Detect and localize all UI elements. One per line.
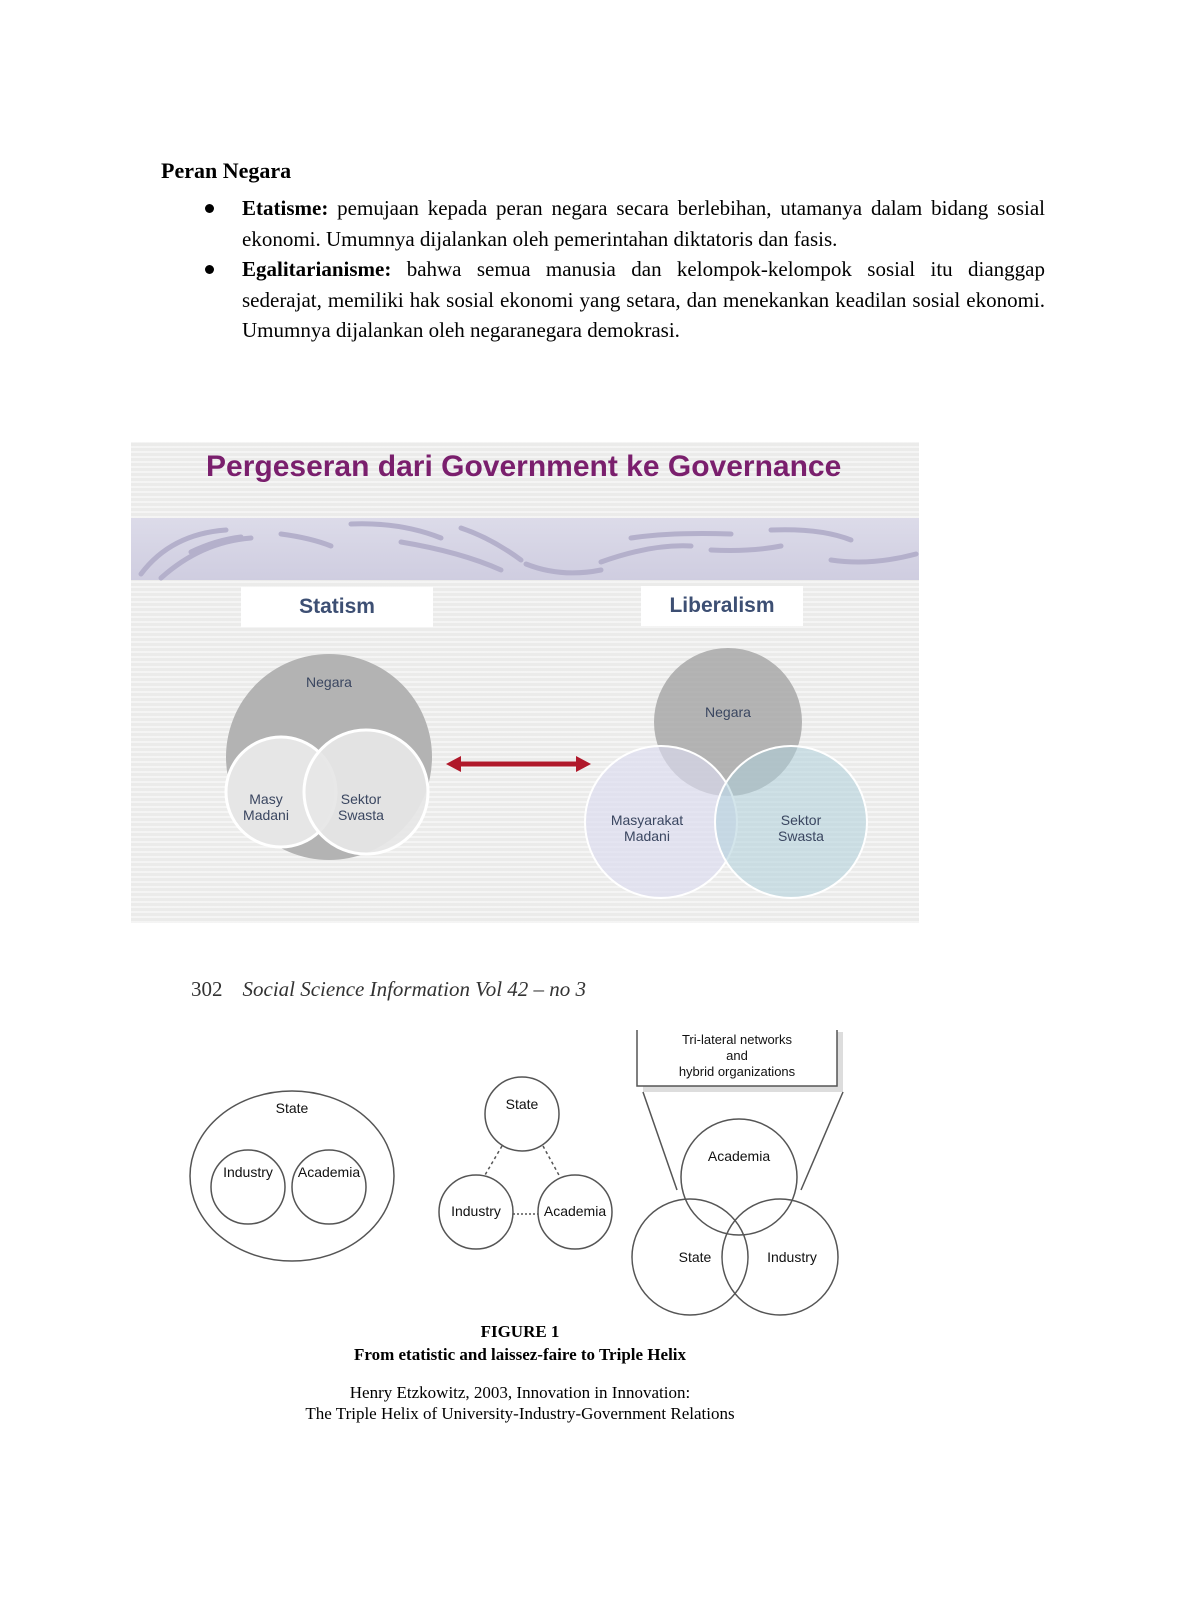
industry-label: Industry — [767, 1249, 817, 1265]
box-line-1: Tri-lateral networks — [681, 1032, 793, 1047]
industry-label: Industry — [223, 1164, 273, 1180]
governance-slide — [131, 442, 919, 923]
sektor-swasta-label: Sektor Swasta — [778, 812, 824, 844]
citation-line-1: Henry Etzkowitz, 2003, Innovation in Innovation: — [349, 1383, 691, 1402]
liberalism-diagram — [585, 648, 867, 898]
slide-graphics — [131, 442, 919, 923]
liberalism-label: Liberalism — [641, 586, 803, 626]
box-line-2: and — [726, 1048, 748, 1063]
bullet-icon — [205, 265, 214, 274]
bullet-icon — [205, 204, 214, 213]
bullet-text: pemujaan kepada peran negara secara berlebihan, utamanya dalam bidang sosial ekonomi. Umumnya dijalankan oleh pemerintahan diktatoris dan fasis. — [242, 196, 1045, 251]
triple-helix-figure — [180, 1030, 860, 1320]
state-label: State — [505, 1096, 539, 1112]
masy-madani-label: Masy Madani — [243, 791, 289, 823]
academia-label: Academia — [297, 1164, 361, 1180]
state-label: State — [275, 1100, 309, 1116]
decorative-band — [131, 518, 919, 580]
bullet-term: Egalitarianisme: — [242, 257, 392, 281]
slide-title: Pergeseran dari Government ke Governance — [206, 450, 842, 483]
journal-reference — [191, 977, 586, 1002]
figure-number: FIGURE 1 — [480, 1322, 560, 1341]
page-number: 302 — [191, 977, 223, 1001]
list-item — [200, 193, 1045, 254]
section-heading: Peran Negara — [161, 158, 292, 183]
industry-label: Industry — [451, 1203, 501, 1219]
statism-label: Statism — [241, 587, 433, 627]
double-arrow-icon — [446, 756, 591, 772]
academia-label: Academia — [543, 1203, 607, 1219]
list-item — [200, 254, 1045, 346]
bullet-list — [200, 193, 1045, 346]
bullet-term: Etatisme: — [242, 196, 329, 220]
bullet-text: bahwa semua manusia dan kelompok-kelompok sosial itu dianggap sederajat, memiliki hak sosial ekonomi yang setara, dan menekankan keadilan sosial ekonomi. Umumnya dijalankan oleh negaranegara demokrasi. — [242, 257, 1045, 342]
academia-label: Academia — [707, 1148, 771, 1164]
negara-label: Negara — [705, 704, 751, 720]
box-line-3: hybrid organizations — [678, 1064, 796, 1079]
negara-label: Negara — [306, 674, 352, 690]
journal-title: Social Science Information Vol 42 – no 3 — [242, 977, 587, 1001]
state-label: State — [678, 1249, 712, 1265]
citation-line-2: The Triple Helix of University-Industry-Government Relations — [305, 1404, 735, 1423]
masyarakat-madani-label: Masyarakat Madani — [610, 812, 684, 844]
figure-caption: From etatistic and laissez-faire to Triple Helix — [353, 1345, 687, 1364]
sektor-swasta-label: Sektor Swasta — [338, 791, 384, 823]
